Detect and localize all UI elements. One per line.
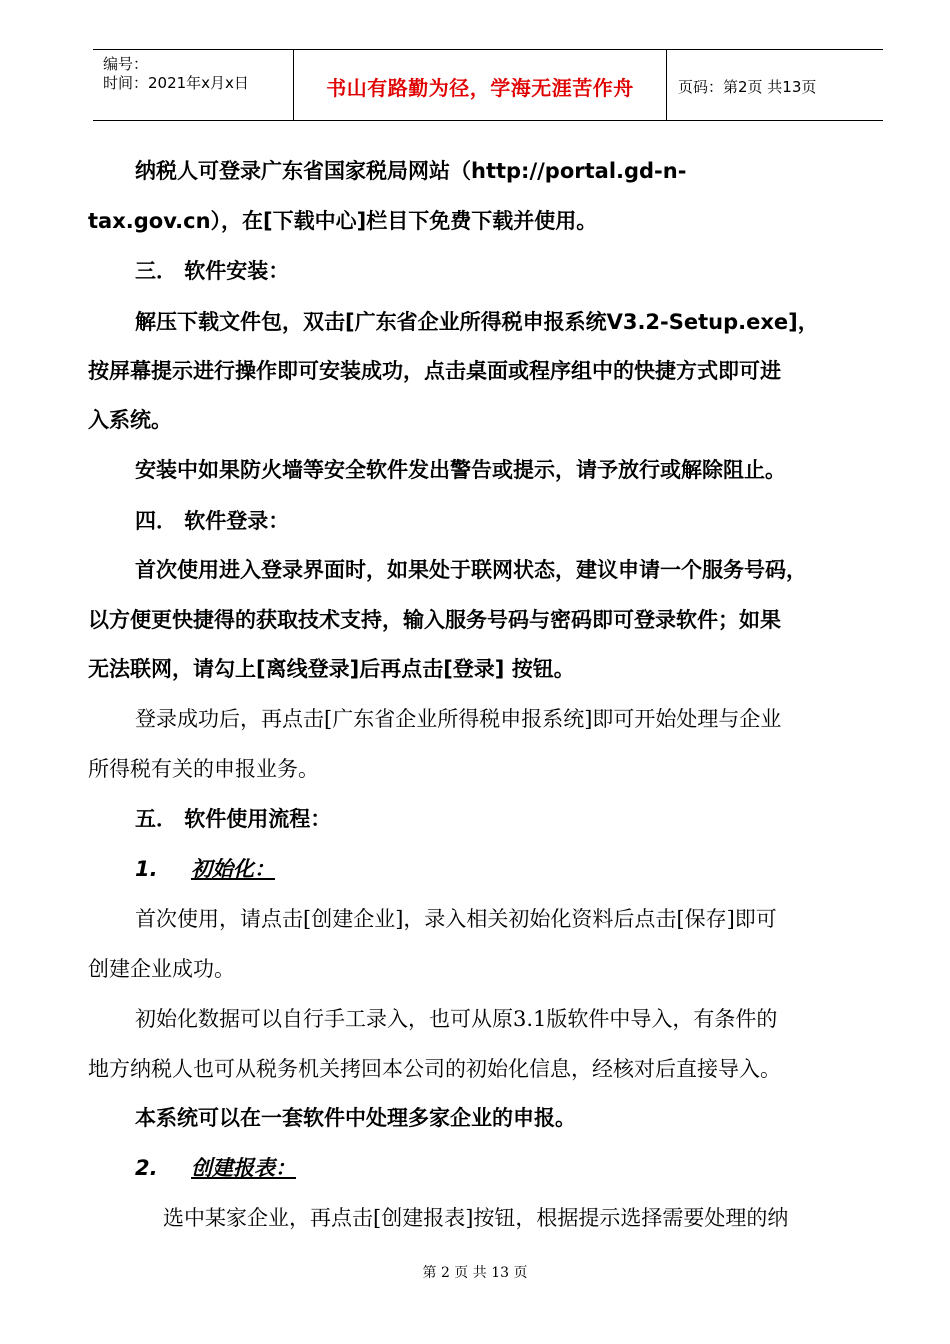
body-line-19: 本系统可以在一套软件中处理多家企业的申报。 [135, 1106, 576, 1130]
doc-number-label: 编号： [103, 55, 149, 73]
body-line-5: 按屏幕提示进行操作即可安装成功，点击桌面或程序组中的快捷方式即可进 [88, 359, 781, 383]
doc-time-label: 时间：2021年x月x日 [103, 74, 249, 92]
body-line-11: 无法联网，请勾上[离线登录]后再点击[登录] 按钮。 [88, 657, 575, 681]
page-footer: 第 2 页 共 13 页 [422, 1265, 528, 1281]
header-motto: 书山有路勤为径，学海无涯苦作舟 [326, 76, 634, 100]
subsection-2 [135, 1154, 296, 1182]
subsection-1 [135, 855, 275, 883]
section-heading-4: 四． 软件登录： [135, 509, 290, 533]
body-line-16: 创建企业成功。 [88, 957, 235, 981]
header-center-cell [293, 50, 667, 120]
body-line-17: 初始化数据可以自行手工录入，也可从原3.1版软件中导入，有条件的 [135, 1007, 778, 1031]
body-line-6: 入系统。 [88, 408, 172, 432]
header-right-cell [666, 50, 883, 120]
body-line-9: 首次使用进入登录界面时，如果处于联网状态，建议申请一个服务号码， [135, 558, 807, 582]
body-line-7: 安装中如果防火墙等安全软件发出警告或提示，请予放行或解除阻止。 [135, 458, 786, 482]
header-left-cell [93, 50, 293, 120]
body-line-4: 解压下载文件包，双击[广东省企业所得税申报系统V3.2-Setup.exe]， [135, 310, 819, 334]
body-line-2: tax.gov.cn），在[下载中心]栏目下免费下载并使用。 [88, 209, 598, 233]
body-line-15: 首次使用，请点击[创建企业]，录入相关初始化资料后点击[保存]即可 [135, 907, 777, 931]
subsection-2-number: 2. [135, 1156, 158, 1180]
body-line-1: 纳税人可登录广东省国家税局网站（http://portal.gd-n- [135, 159, 687, 183]
body-line-18: 地方纳税人也可从税务机关拷回本公司的初始化信息，经核对后直接导入。 [88, 1057, 781, 1081]
header-table [93, 49, 883, 121]
body-line-21: 选中某家企业，再点击[创建报表]按钮，根据提示选择需要处理的纳 [163, 1206, 789, 1230]
subsection-1-number: 1. [135, 857, 158, 881]
body-line-12: 登录成功后，再点击[广东省企业所得税申报系统]即可开始处理与企业 [135, 707, 782, 731]
body-line-10: 以方便更快捷得的获取技术支持，输入服务号码与密码即可登录软件；如果 [88, 608, 781, 632]
subsection-2-title: 创建报表： [191, 1156, 296, 1180]
section-heading-5: 五． 软件使用流程： [135, 807, 332, 831]
section-heading-3: 三． 软件安装： [135, 259, 290, 283]
body-line-13: 所得税有关的申报业务。 [88, 757, 319, 781]
subsection-1-title: 初始化： [191, 857, 275, 881]
header-page-label: 页码：第2页 共13页 [678, 78, 817, 96]
